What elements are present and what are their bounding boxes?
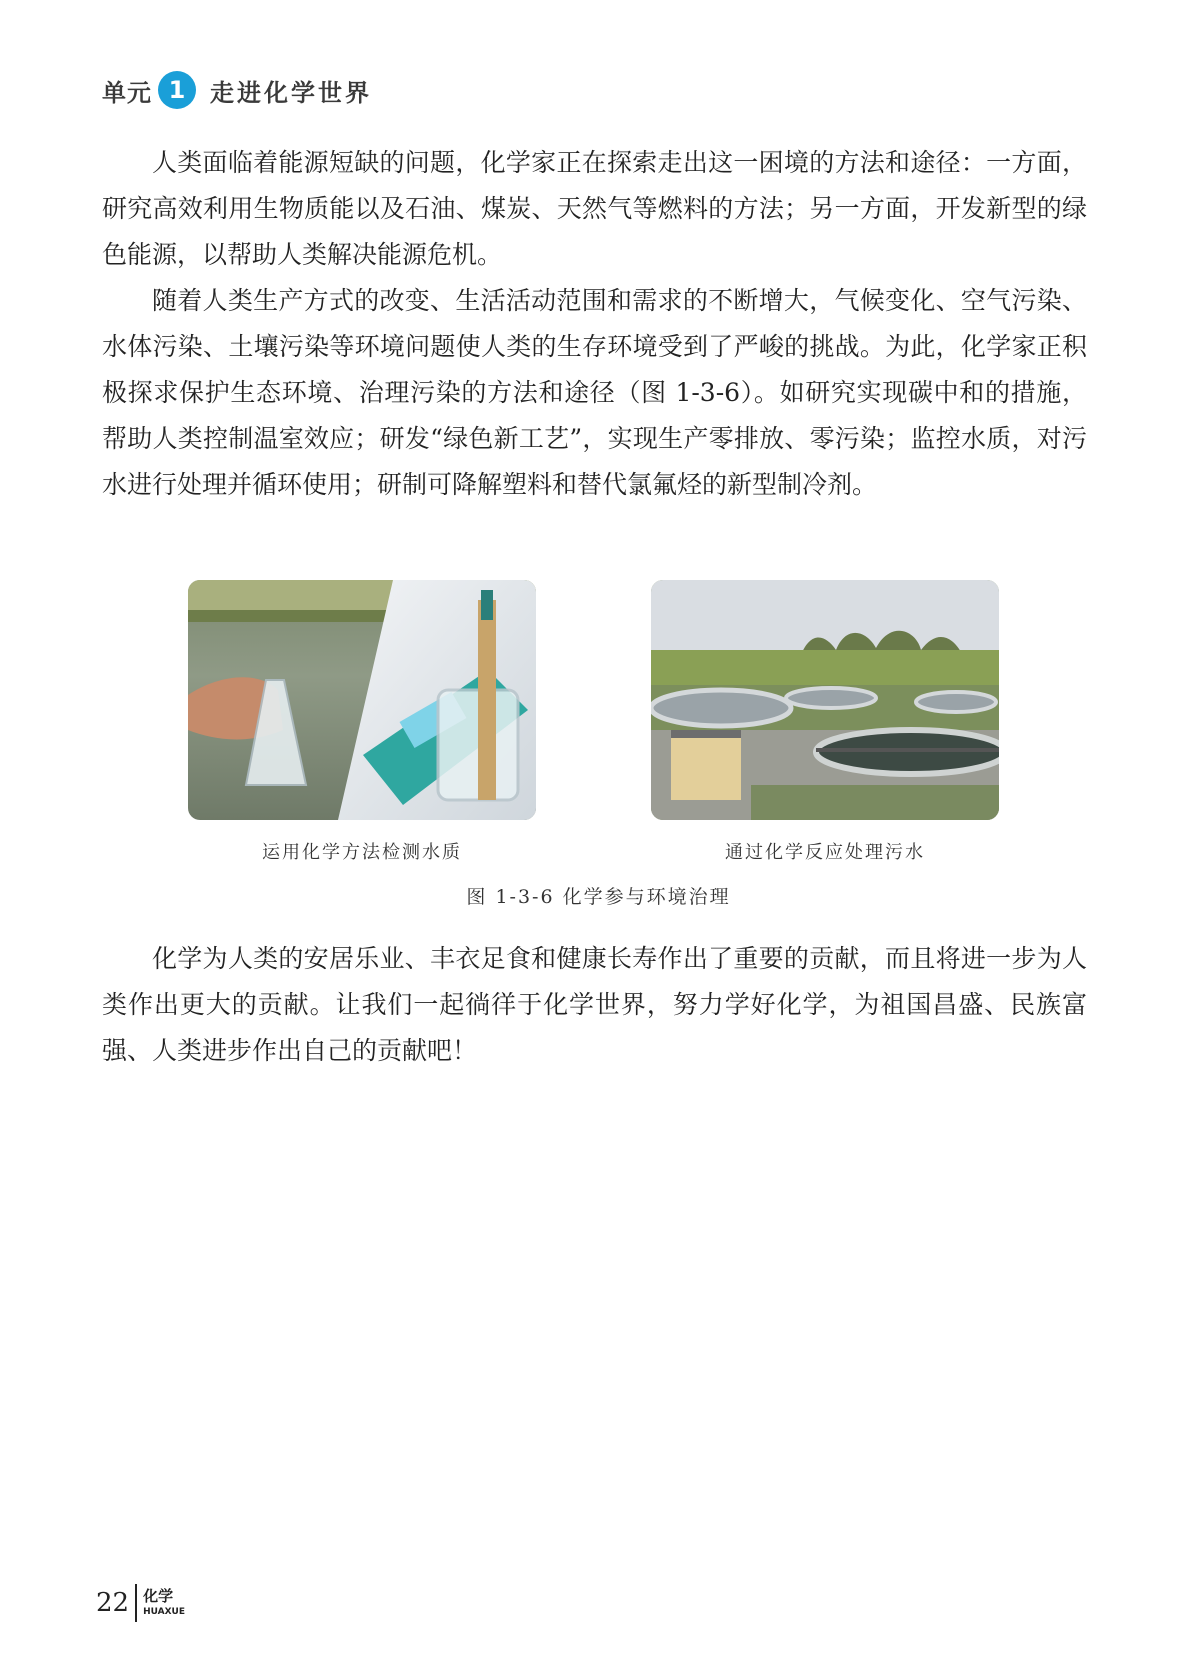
footer-book-en: HUAXUE — [143, 1607, 186, 1617]
unit-title: 走进化学世界 — [210, 78, 372, 107]
page-number: 22 — [96, 1588, 130, 1618]
body-text-top — [102, 140, 1087, 508]
footer-book-name — [143, 1589, 185, 1617]
right-photo-caption: 通过化学反应处理污水 — [725, 842, 925, 863]
body-text-bottom — [102, 936, 1087, 1074]
paragraph: 随着人类生产方式的改变、生活活动范围和需求的不断增大，气候变化、空气污染、水体污染、土壤污染等环境问题使人类的生存环境受到了严峻的挑战。为此，化学家正积极探求保护生态环境、治理污染的方法和途径（图 1-3-6）。如研究实现碳中和的措施，帮助人类控制温室效应；研发“绿色新工艺”，实现生产零排放、零污染；监控水质，对污水进行处理并循环使用；研制可降解塑料和替代氯氟烃的新型制冷剂。 — [102, 286, 1087, 499]
figure-caption: 图 1-3-6 化学参与环境治理 — [466, 886, 731, 908]
unit-header — [102, 70, 372, 110]
left-photo-caption: 运用化学方法检测水质 — [262, 842, 462, 863]
paragraph: 化学为人类的安居乐业、丰衣足食和健康长寿作出了重要的贡献，而且将进一步为人类作出更大的贡献。让我们一起徜徉于化学世界，努力学好化学，为祖国昌盛、民族富强、人类进步作出自己的贡献吧！ — [102, 944, 1087, 1065]
sewage-treatment-photo — [651, 580, 999, 820]
paragraph: 人类面临着能源短缺的问题，化学家正在探索走出这一困境的方法和途径：一方面，研究高效利用生物质能以及石油、煤炭、天然气等燃料的方法；另一方面，开发新型的绿色能源，以帮助人类解决能源危机。 — [102, 148, 1087, 269]
water-testing-photo — [188, 580, 536, 820]
unit-number-badge: 1 — [158, 71, 196, 109]
footer-divider — [135, 1584, 137, 1622]
footer-book-cn: 化学 — [143, 1587, 174, 1605]
unit-label: 单元 — [102, 78, 152, 107]
page-footer — [96, 1584, 185, 1622]
